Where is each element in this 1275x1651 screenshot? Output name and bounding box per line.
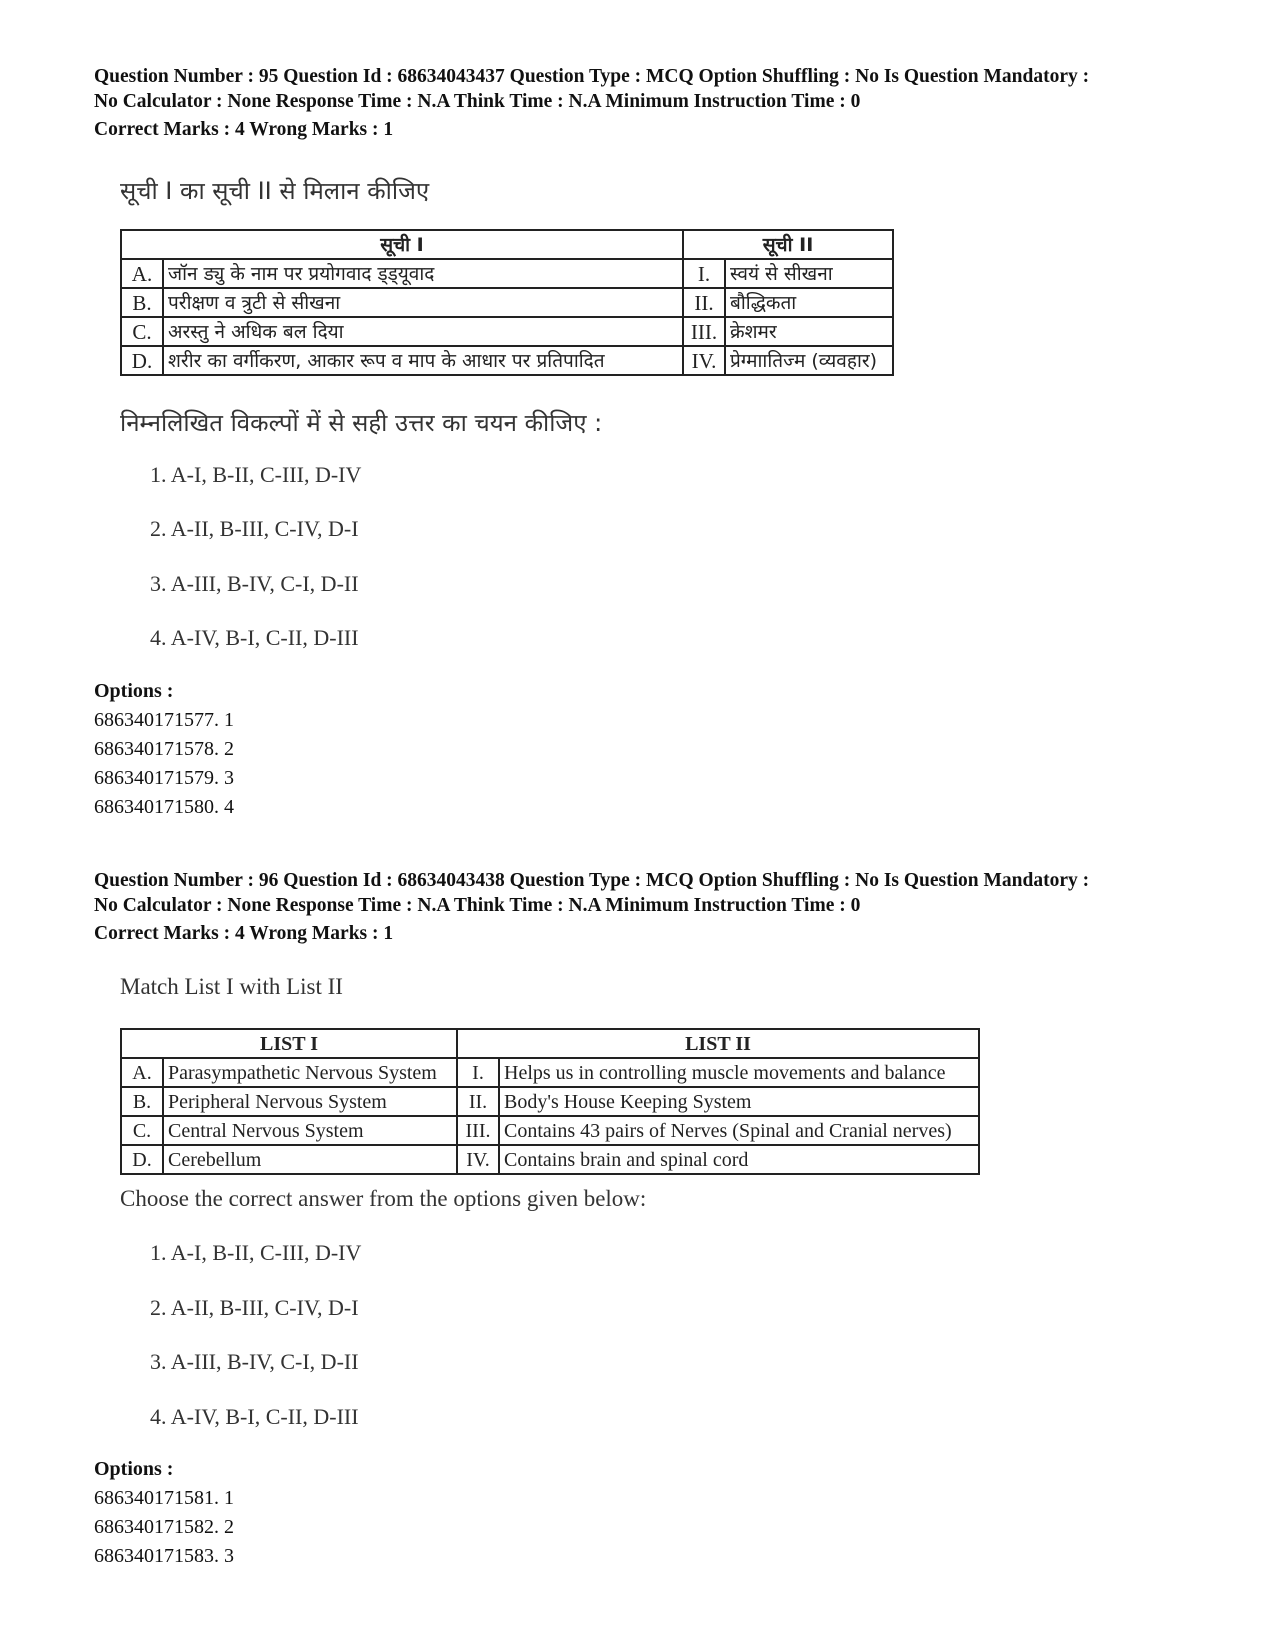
question-95 [94,64,1194,818]
match-table [120,229,894,376]
table-row [121,317,893,346]
list2-code: I. [683,259,725,288]
question-96 [94,868,1194,1567]
list2-text: बौद्धिकता [725,288,893,317]
list2-code: II. [683,288,725,317]
option-row: 686340171582. 2 [94,1516,234,1538]
list2-code: IV. [457,1145,499,1174]
list2-text: Contains 43 pairs of Nerves (Spinal and Cranial nerves) [499,1116,979,1145]
list2-text: Helps us in controlling muscle movements and balance [499,1058,979,1087]
question-meta-line-2: No Calculator : None Response Time : N.A Think Time : N.A Minimum Instruction Time : 0 [94,91,861,112]
options-label: Options : [94,680,174,702]
list2-header: सूची II [683,230,893,259]
list2-code: II. [457,1087,499,1116]
list2-text: स्वयं से सीखना [725,259,893,288]
list2-text: प्रेग्माातिज्म (व्यवहार) [725,346,893,375]
list2-code: IV. [683,346,725,375]
question-meta-line-1: Question Number : 96 Question Id : 68634043438 Question Type : MCQ Option Shuffling : No Is Question Mandatory : [94,870,1090,891]
list1-header: LIST I [121,1029,457,1058]
list1-header: सूची I [121,230,683,259]
table-header-row [121,230,893,259]
list1-text: Cerebellum [163,1145,457,1174]
answer-choice: 2. A-II, B-III, C-IV, D-I [150,1295,359,1320]
question-prompt: सूची I का सूची II से मिलान कीजिए [120,177,430,205]
list2-text: क्रेशमर [725,317,893,346]
list1-code: D. [121,1145,163,1174]
list1-text: अरस्तु ने अधिक बल दिया [163,317,683,346]
table-row [121,288,893,317]
question-marks: Correct Marks : 4 Wrong Marks : 1 [94,119,394,140]
option-row: 686340171581. 1 [94,1487,234,1509]
answer-choice: 1. A-I, B-II, C-III, D-IV [150,1240,362,1265]
list1-text: जॉन ड्यु के नाम पर प्रयोगवाद ड्ड्यूवाद [163,259,683,288]
table-row [121,346,893,375]
list2-code: III. [683,317,725,346]
match-table [120,1028,980,1175]
option-row: 686340171583. 3 [94,1545,234,1567]
option-row: 686340171579. 3 [94,767,234,789]
table-row [121,1145,979,1174]
option-row: 686340171577. 1 [94,709,234,731]
table-row [121,259,893,288]
table-header-row [121,1029,979,1058]
list1-text: Parasympathetic Nervous System [163,1058,457,1087]
question-marks: Correct Marks : 4 Wrong Marks : 1 [94,923,394,944]
list1-code: B. [121,1087,163,1116]
list1-code: C. [121,317,163,346]
answer-choice: 2. A-II, B-III, C-IV, D-I [150,516,359,541]
list1-code: B. [121,288,163,317]
answer-choice: 4. A-IV, B-I, C-II, D-III [150,625,359,650]
list1-code: A. [121,259,163,288]
table-row [121,1116,979,1145]
list1-code: D. [121,346,163,375]
list2-text: Body's House Keeping System [499,1087,979,1116]
question-meta-line-1: Question Number : 95 Question Id : 68634043437 Question Type : MCQ Option Shuffling : No Is Question Mandatory : [94,66,1090,87]
list1-text: Central Nervous System [163,1116,457,1145]
list1-code: C. [121,1116,163,1145]
question-prompt: Match List I with List II [120,974,343,999]
question-meta-line-2: No Calculator : None Response Time : N.A Think Time : N.A Minimum Instruction Time : 0 [94,895,861,916]
answer-choice: 3. A-III, B-IV, C-I, D-II [150,571,359,596]
answer-choice: 4. A-IV, B-I, C-II, D-III [150,1404,359,1429]
options-label: Options : [94,1458,174,1480]
list1-code: A. [121,1058,163,1087]
question-instruction: निम्नलिखित विकल्पों में से सही उत्तर का चयन कीजिए : [120,409,603,437]
table-row [121,1087,979,1116]
list2-text: Contains brain and spinal cord [499,1145,979,1174]
table-row [121,1058,979,1087]
answer-choice: 3. A-III, B-IV, C-I, D-II [150,1349,359,1374]
option-row: 686340171578. 2 [94,738,234,760]
list1-text: शरीर का वर्गीकरण, आकार रूप व माप के आधार पर प्रतिपादित [163,346,683,375]
list2-code: I. [457,1058,499,1087]
answer-choice: 1. A-I, B-II, C-III, D-IV [150,462,362,487]
list2-header: LIST II [457,1029,979,1058]
question-instruction: Choose the correct answer from the options given below: [120,1186,647,1211]
option-row: 686340171580. 4 [94,796,234,818]
list1-text: परीक्षण व त्रुटी से सीखना [163,288,683,317]
list2-code: III. [457,1116,499,1145]
list1-text: Peripheral Nervous System [163,1087,457,1116]
